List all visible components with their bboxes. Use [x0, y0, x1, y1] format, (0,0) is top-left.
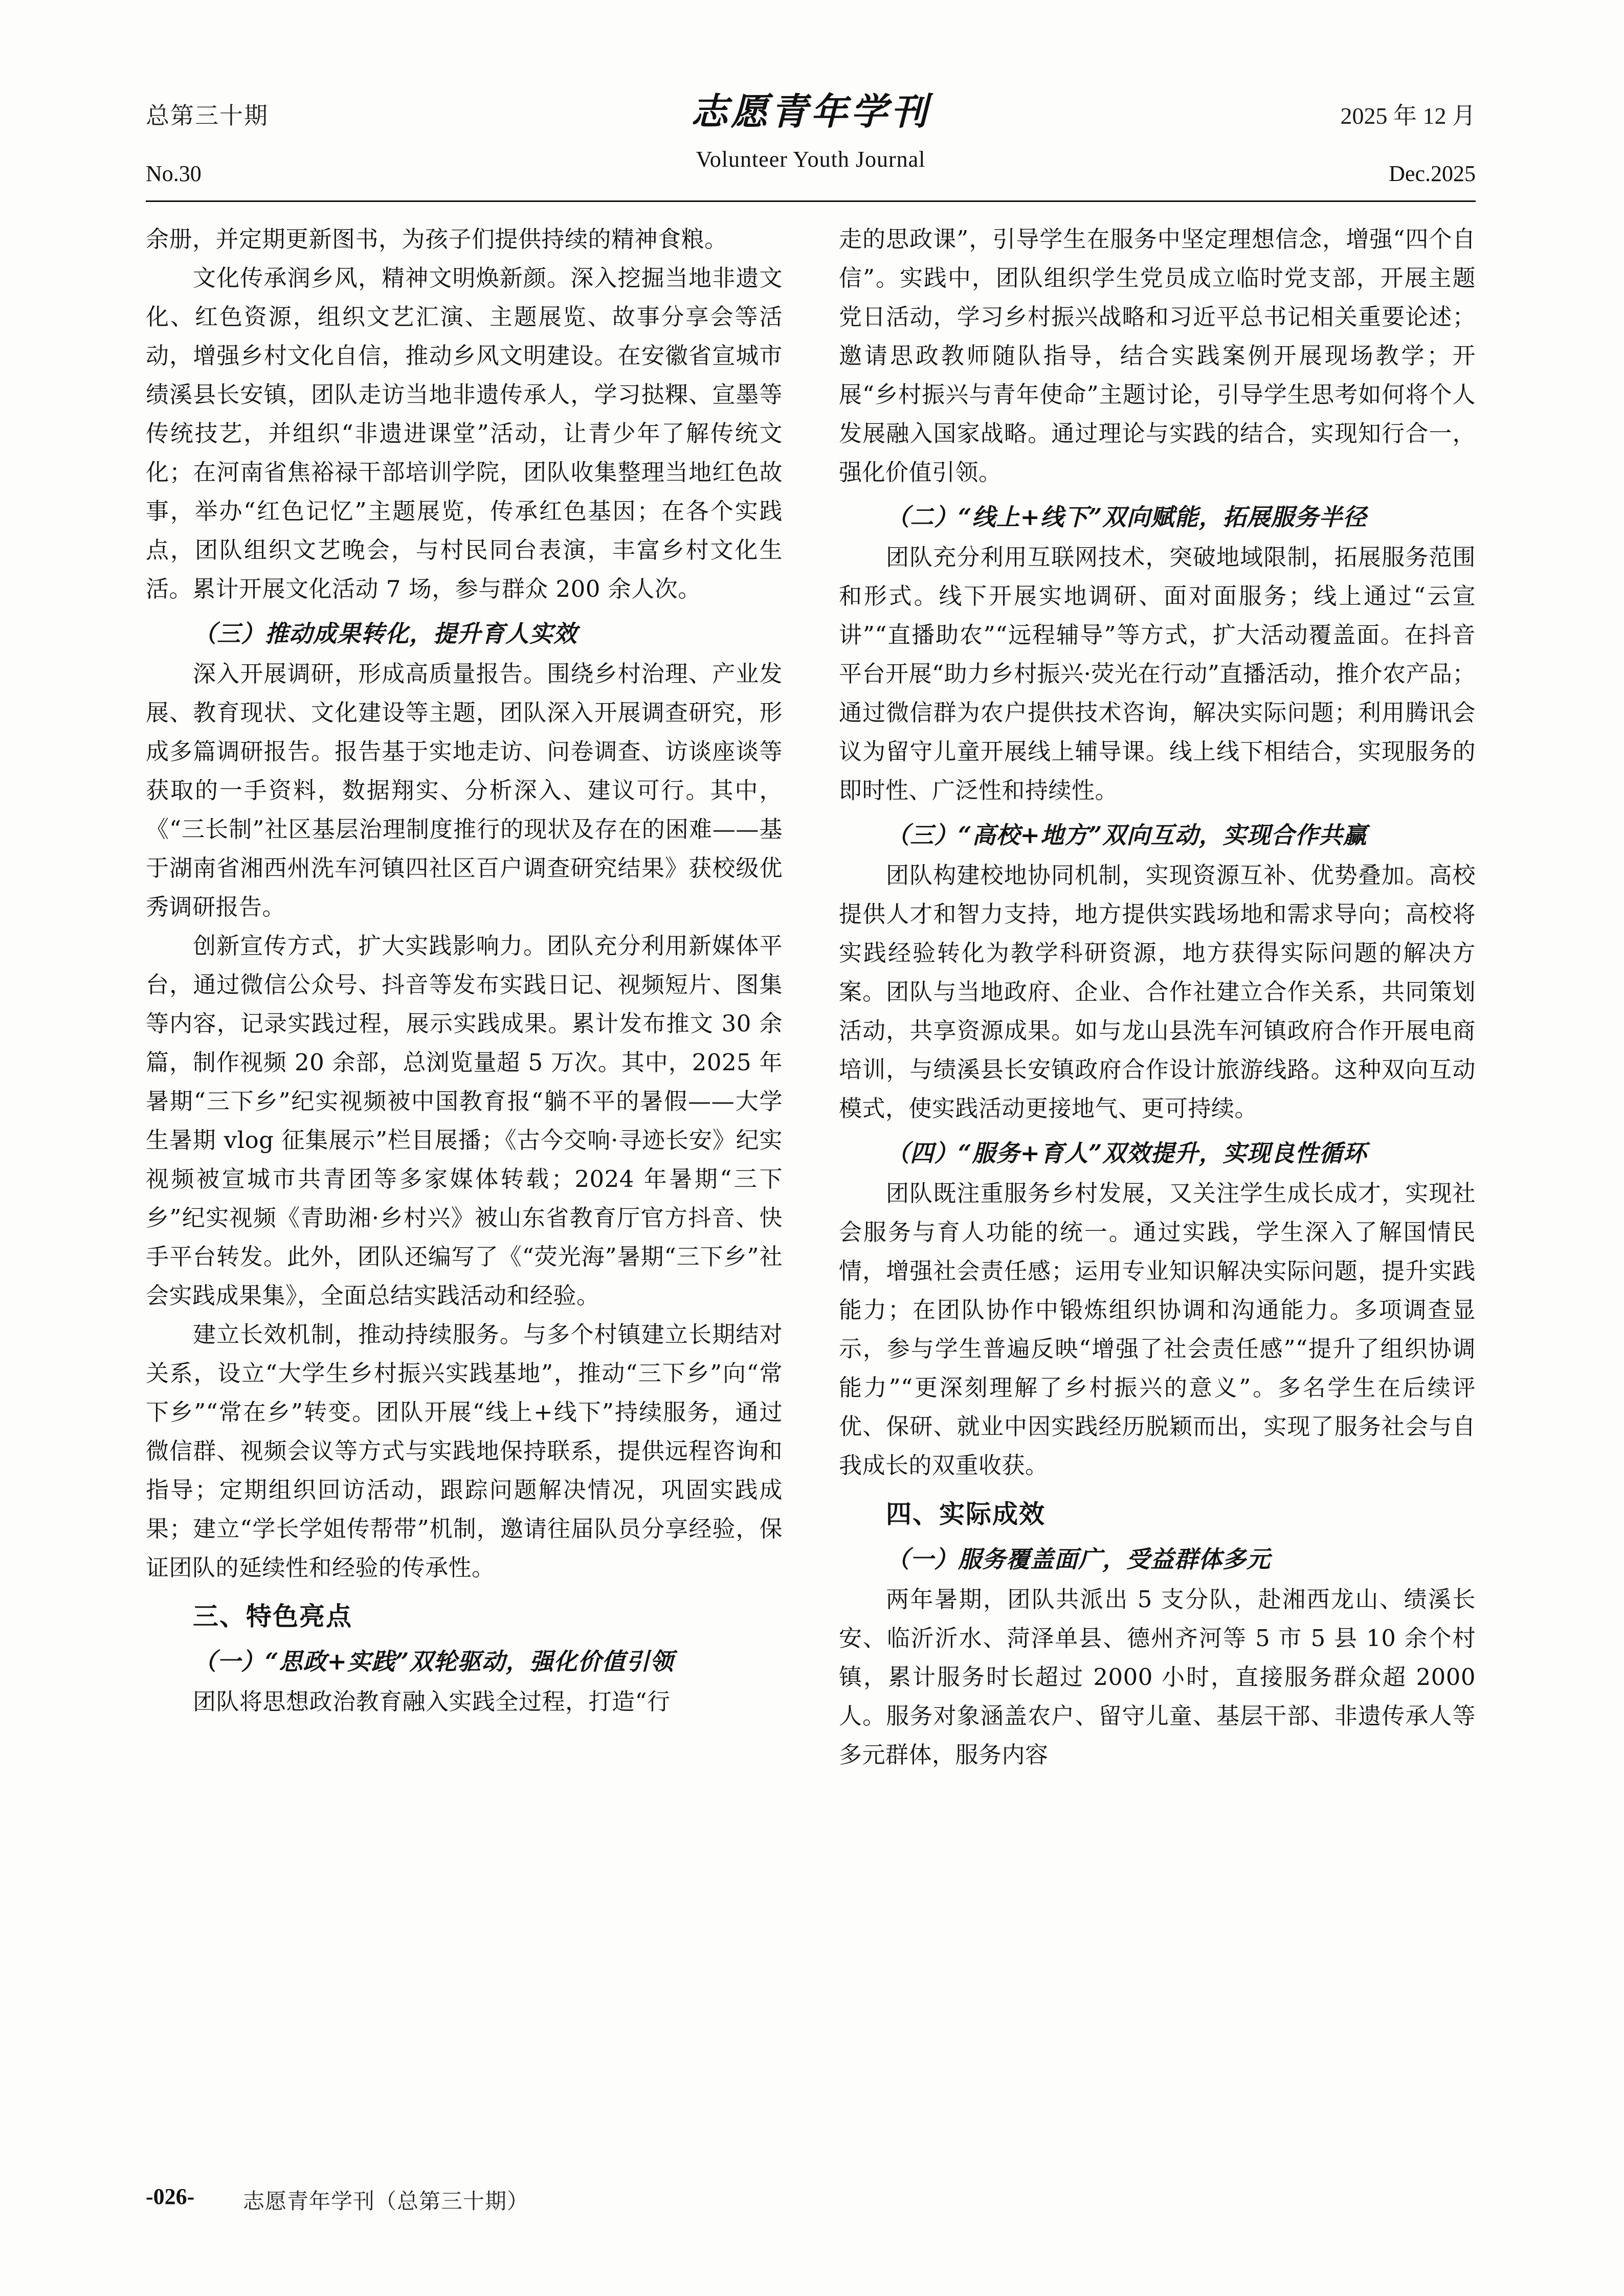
- right-text-column: [839, 220, 1476, 1774]
- subsection-heading: （四）“服务+育人”双效提升，实现良性循环: [886, 1139, 1367, 1167]
- body-paragraph: 团队充分利用互联网技术，突破地域限制，拓展服务范围和形式。线下开展实地调研、面对面服务；线上通过“云宣讲”“直播助农”“远程辅导”等方式，扩大活动覆盖面。在抖音平台开展“助力乡村振兴·荧光在行动”直播活动，推介农产品；通过微信群为农户提供技术咨询，解决实际问题；利用腾讯会议为留守儿童开展线上辅导课。线上线下相结合，实现服务的即时性、广泛性和持续性。: [839, 544, 1476, 804]
- issue-date-en: Dec.2025: [1389, 161, 1476, 186]
- body-paragraph: 深入开展调研，形成高质量报告。围绕乡村治理、产业发展、教育现状、文化建设等主题，团队深入开展调查研究，形成多篇调研报告。报告基于实地走访、问卷调查、访谈座谈等获取的一手资料，数据翔实、分析深入、建议可行。其中，《“三长制”社区基层治理制度推行的现状及存在的困难——基于湖南省湘西州洗车河镇四社区百户调查研究结果》获校级优秀调研报告。: [146, 660, 783, 920]
- subsection-heading: （三）“高校+地方”双向互动，实现合作共赢: [886, 821, 1367, 849]
- body-paragraph: 文化传承润乡风，精神文明焕新颜。深入挖掘当地非遗文化、红色资源，组织文艺汇演、主题展览、故事分享会等活动，增强乡村文化自信，推动乡风文明建设。在安徽省宣城市绩溪县长安镇，团队走访当地非遗传承人，学习挞粿、宣墨等传统技艺，并组织“非遗进课堂”活动，让青少年了解传统文化；在河南省焦裕禄干部培训学院，团队收集整理当地红色故事，举办“红色记忆”主题展览，传承红色基因；在各个实践点，团队组织文艺晚会，与村民同台表演，丰富乡村文化生活。累计开展文化活动 7 场，参与群众 200 余人次。: [146, 264, 783, 602]
- journal-title-en: Volunteer Youth Journal: [696, 147, 926, 172]
- subsection-heading: （一）“思政+实践”双轮驱动，强化价值引领: [193, 1648, 674, 1675]
- left-text-column: [146, 220, 783, 1721]
- subsection-heading: （三）推动成果转化，提升育人实效: [193, 620, 577, 647]
- body-paragraph: 建立长效机制，推动持续服务。与多个村镇建立长期结对关系，设立“大学生乡村振兴实践基地”，推动“三下乡”向“常下乡”“常在乡”转变。团队开展“线上+线下”持续服务，通过微信群、视频会议等方式与实践地保持联系，提供远程咨询和指导；定期组织回访活动，跟踪问题解决情况，巩固实践成果；建立“学长学姐传帮带”机制，邀请往届队员分享经验，保证团队的延续性和经验的传承性。: [146, 1321, 783, 1581]
- journal-title-cn: 志愿青年学刊: [691, 89, 931, 133]
- issue-number: No.30: [146, 161, 202, 186]
- page-footer: [146, 2184, 1476, 2219]
- body-paragraph: 团队构建校地协同机制，实现资源互补、优势叠加。高校提供人才和智力支持，地方提供实践场地和需求导向；高校将实践经验转化为教学科研资源，地方获得实际问题的解决方案。团队与当地政府、企业、合作社建立合作关系，共同策划活动，共享资源成果。如与龙山县洗车河镇政府合作开展电商培训，与绩溪县长安镇政府合作设计旅游线路。这种双向互动模式，使实践活动更接地气、更可持续。: [839, 862, 1476, 1122]
- issue-date-cn: 2025 年 12 月: [1340, 103, 1476, 129]
- body-paragraph: 走的思政课”，引导学生在服务中坚定理想信念，增强“四个自信”。实践中，团队组织学生党员成立临时党支部，开展主题党日活动，学习乡村振兴战略和习近平总书记相关重要论述；邀请思政教师随队指导，结合实践案例开展现场教学；开展“乡村振兴与青年使命”主题讨论，引导学生思考如何将个人发展融入国家战略。通过理论与实践的结合，实现知行合一，强化价值引领。: [839, 226, 1476, 486]
- section-heading: 四、实际成效: [886, 1499, 1045, 1529]
- header-bottom-row: [146, 137, 1476, 188]
- body-paragraph: 团队将思想政治教育融入实践全过程，打造“行: [193, 1688, 671, 1715]
- body-paragraph: 团队既注重服务乡村发展，又关注学生成长成才，实现社会服务与育人功能的统一。通过实践，学生深入了解国情民情，增强社会责任感；运用专业知识解决实际问题，提升实践能力；在团队协作中锻炼组织协调和沟通能力。多项调查显示，参与学生普遍反映“增强了社会责任感”“提升了组织协调能力”“更深刻理解了乡村振兴的意义”。多名学生在后续评优、保研、就业中因实践经历脱颖而出，实现了服务社会与自我成长的双重收获。: [839, 1180, 1476, 1479]
- subsection-heading: （二）“线上+线下”双向赋能，拓展服务半径: [886, 503, 1367, 531]
- page-header: [146, 77, 1476, 205]
- header-divider: [146, 200, 1476, 202]
- footer-journal-title: 志愿青年学刊（总第三十期）: [243, 2189, 529, 2214]
- body-paragraph: 两年暑期，团队共派出 5 支分队，赴湘西龙山、绩溪长安、临沂沂水、菏泽单县、德州齐河等 5 市 5 县 10 余个村镇，累计服务时长超过 2000 小时，直接服务群众超 2000 人。服务对象涵盖农户、留守儿童、基层干部、非遗传承人等多元群体，服务内容: [839, 1586, 1476, 1768]
- body-paragraph: 创新宣传方式，扩大实践影响力。团队充分利用新媒体平台，通过微信公众号、抖音等发布实践日记、视频短片、图集等内容，记录实践过程，展示实践成果。累计发布推文 30 余篇，制作视频 20 余部，总浏览量超 5 万次。其中，2025 年暑期“三下乡”纪实视频被中国教育报“躺不平的暑假——大学生暑期 vlog 征集展示”栏目展播；《古今交响·寻迹长安》纪实视频被宣城市共青团等多家媒体转载；2024 年暑期“三下乡”纪实视频《青助湘·乡村兴》被山东省教育厅官方抖音、快手平台转发。此外，团队还编写了《“荧光海”暑期“三下乡”社会实践成果集》，全面总结实践活动和经验。: [146, 932, 783, 1309]
- body-paragraph: 余册，并定期更新图书，为孩子们提供持续的精神食粮。: [146, 226, 728, 253]
- page-number: -026-: [146, 2184, 195, 2209]
- issue-label-cn: 总第三十期: [146, 103, 269, 129]
- subsection-heading: （一）服务覆盖面广，受益群体多元: [886, 1545, 1271, 1573]
- section-heading: 三、特色亮点: [193, 1602, 352, 1631]
